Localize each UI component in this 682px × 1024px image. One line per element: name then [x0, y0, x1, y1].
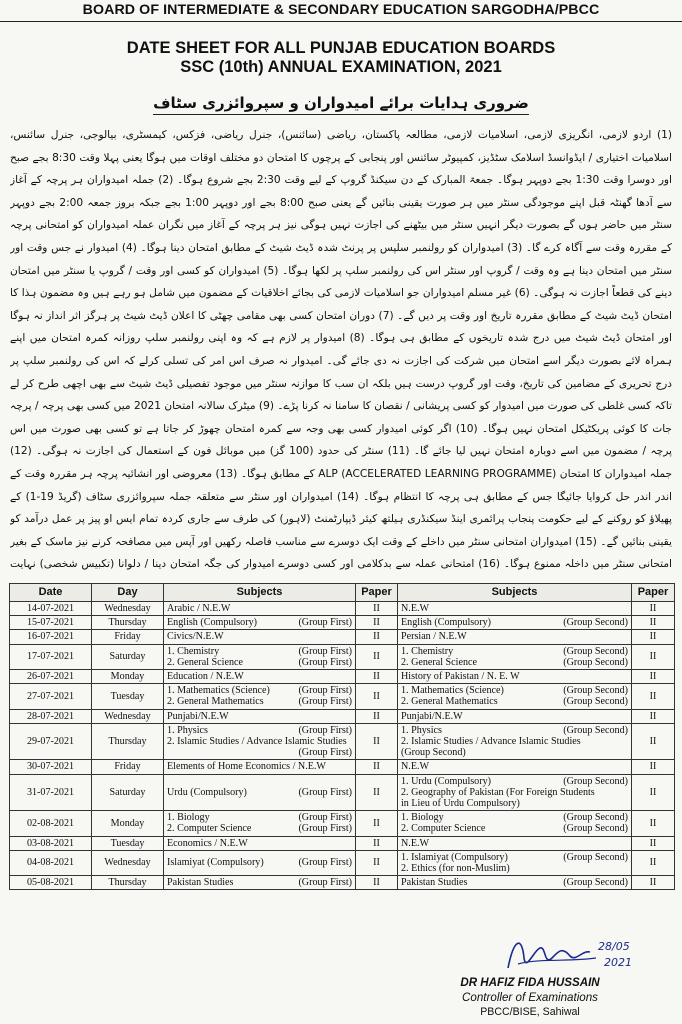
cell-date: 03-08-2021 — [10, 836, 92, 850]
cell-subjects-second — [398, 876, 632, 890]
subject-line — [167, 711, 352, 722]
subject-name: Economics / N.E.W — [167, 837, 248, 849]
subject-line — [167, 725, 352, 736]
cell-paper-first: II — [356, 670, 398, 684]
subject-name: N.E.W — [401, 837, 430, 849]
cell-day: Tuesday — [92, 684, 164, 709]
cell-paper-second: II — [632, 616, 675, 630]
subject-group: (Group First) — [298, 696, 352, 708]
subject-name: Pakistan Studies — [401, 877, 468, 889]
subject-group: (Group First) — [298, 857, 352, 869]
cell-paper-first: II — [356, 616, 398, 630]
cell-day: Thursday — [92, 616, 164, 630]
cell-paper-second: II — [632, 723, 675, 760]
subject-line — [167, 812, 352, 823]
subject-line — [167, 696, 352, 707]
cell-subjects-first — [164, 630, 356, 644]
subject-group: (Group Second) — [563, 724, 628, 736]
subject-line — [401, 787, 628, 798]
cell-paper-first: II — [356, 774, 398, 811]
subject-name: English (Compulsory) — [167, 617, 258, 629]
subject-name: (Group Second) — [401, 747, 466, 759]
cell-date: 15-07-2021 — [10, 616, 92, 630]
subject-name: Persian / N.E.W — [401, 631, 467, 643]
svg-text:2021: 2021 — [604, 956, 632, 969]
cell-subjects-second — [398, 670, 632, 684]
subject-group: (Group First) — [298, 812, 352, 824]
subject-group: (Group Second) — [563, 617, 628, 629]
cell-subjects-second — [398, 723, 632, 760]
subject-line — [401, 671, 628, 682]
cell-day: Friday — [92, 630, 164, 644]
table-row — [10, 709, 675, 723]
subject-line — [167, 761, 352, 772]
cell-date: 14-07-2021 — [10, 602, 92, 616]
cell-day: Friday — [92, 760, 164, 774]
subject-line — [401, 823, 628, 834]
subject-line — [401, 812, 628, 823]
subject-name: 2. General Science — [167, 656, 243, 668]
subject-group: (Group Second) — [563, 685, 628, 697]
subject-name: Civics/N.E.W — [167, 631, 224, 643]
subject-line — [167, 631, 352, 642]
cell-subjects-first — [164, 850, 356, 875]
cell-day: Saturday — [92, 774, 164, 811]
cell-date: 17-07-2021 — [10, 644, 92, 669]
cell-paper-second: II — [632, 760, 675, 774]
subject-group: (Group First) — [298, 656, 352, 668]
subject-line — [167, 787, 352, 798]
subject-group: (Group Second) — [563, 812, 628, 824]
signatory-name: DR HAFIZ FIDA HUSSAIN — [460, 976, 600, 989]
subject-name: Education / N.E.W — [167, 671, 244, 683]
cell-subjects-second — [398, 709, 632, 723]
cell-paper-first: II — [356, 760, 398, 774]
table-row — [10, 602, 675, 616]
cell-paper-second: II — [632, 774, 675, 811]
subject-name: 2. Computer Science — [167, 823, 252, 835]
cell-subjects-second — [398, 684, 632, 709]
cell-subjects-second — [398, 811, 632, 836]
subject-line — [167, 823, 352, 834]
cell-subjects-second — [398, 774, 632, 811]
cell-day: Monday — [92, 811, 164, 836]
subject-line — [167, 736, 352, 747]
subject-group: (Group First) — [298, 786, 352, 798]
cell-subjects-first — [164, 876, 356, 890]
cell-day: Wednesday — [92, 709, 164, 723]
subject-line — [401, 603, 628, 614]
table-row — [10, 630, 675, 644]
cell-paper-second: II — [632, 602, 675, 616]
cell-subjects-first — [164, 670, 356, 684]
subject-line — [167, 617, 352, 628]
cell-date: 16-07-2021 — [10, 630, 92, 644]
subject-name: 2. General Science — [401, 656, 477, 668]
subject-name: 1. Biology — [401, 812, 444, 824]
subject-line — [167, 877, 352, 888]
subject-line — [401, 631, 628, 642]
cell-subjects-first — [164, 760, 356, 774]
date-sheet-title — [0, 39, 682, 77]
cell-day: Tuesday — [92, 836, 164, 850]
subject-line — [167, 657, 352, 668]
subject-name: 2. Islamic Studies / Advance Islamic Studies — [167, 736, 347, 748]
cell-subjects-second — [398, 616, 632, 630]
cell-paper-first: II — [356, 602, 398, 616]
subject-name: 2. Computer Science — [401, 823, 486, 835]
cell-date: 29-07-2021 — [10, 723, 92, 760]
table-header-row — [10, 584, 675, 602]
cell-subjects-first — [164, 774, 356, 811]
table-row — [10, 876, 675, 890]
subject-name: 1. Physics — [401, 724, 442, 736]
cell-subjects-first — [164, 602, 356, 616]
cell-day: Wednesday — [92, 850, 164, 875]
table-row — [10, 644, 675, 669]
urdu-instructions: (1) اردو لازمی، انگریزی لازمی، اسلامیات لازمی، مطالعہ پاکستان، ریاضی (سائنس)، جنرل ریاضی، فزکس، کیمسٹری، بیالوجی، جنرل سائنس، اسلامیات اختیاری / ایڈوانسڈ اسلامک سٹڈیز، کمپیوٹر سائنس اور پنجابی کے پرچوں کا امتحان دو مختلف اوقات میں ہوگا یعنی پہلا وقت 8:30 بجے صبح اور دوسرا وقت 1:30 بجے دوپہر ہوگا۔ جمعۃ المبارک کے دن سیکنڈ گروپ کے لیے وقت 2:30 بجے شروع ہوگا۔ (2) جملہ امیدواران ہر پرچہ کے آغاز سے آدھا گھنٹہ قبل اپنے موجودگی سنٹر میں ہر صورت یقینی بنائیں گے یعنی صبح 8:00 بجے اور دوپہر 1:00 بجے جبکہ بروز جمعہ 2:00 بجے دوپہر سنٹر میں حاضر ہوں گے بصورت دیگر انہیں سنٹر میں بیٹھنے کی اجازت نہیں ہوگی نیز ہر پرچہ کے آغاز میں نگران عملہ امیدواران کو امتحانی پرچہ کے مقررہ وقت سے آگاہ کرے گا۔ (3) امیدواران کو رولنمبر سلپس پر پرنٹ شدہ ڈیٹ شیٹ کے مطابق امتحان دینا ہوگا۔ (4) امیدوار نے جس وقت اور سنٹر میں امتحان دینا ہے وہ وقت / گروپ اور سنٹر اس کی رولنمبر سلپ پر لکھا ہوگا۔ (5) امیدواران کو کسی اور وقت / گروپ یا سنٹر میں امتحان دینے کی قطعاً اجازت نہ ہوگی۔ (6) غیر مسلم امیدواران جو اسلامیات لازمی کی بجائے اخلاقیات کے مضمون میں شامل ہو رہے ہیں وہ مضمون ہذا کا امتحان ڈیٹ شیٹ کے مطابق مقررہ تاریخ اور وقت پر دیں گے۔ (7) دوران امتحان کسی بھی مقامی چھٹی کا اعلان ڈیٹ شیٹ پر ہرگز اثر انداز نہ ہوگا اور امتحان ڈیٹ شیٹ میں درج شدہ تاریخوں کے مطابق ہی ہوگا۔ (8) امیدوار پر لازم ہے کہ وہ اپنی رولنمبر سلپ روزانہ کمرہ امتحان میں اپنے ہمراہ لائے بصورت دیگر اسے امتحان میں شرکت کی اجازت نہ دی جائے گی۔ امیدوار نہ صرف اس امر کی تسلی کرلے کہ اس کی رولنمبر سلپ پر درج تحریری کے مضامین کی تاریخ، وقت اور گروپ درست ہیں بلکہ ان سب کا موازنہ سنٹر میں موجود تفصیلی ڈیٹ شیٹ سے بھی اچھی طرح کر لے تاکہ کسی غلطی کی صورت میں امیدوار کو کسی پریشانی / نقصان کا سامنا نہ کرنا پڑے۔ (9) میٹرک سالانہ امتحان 2021 میں کسی بھی پرچہ / پرچہ جات کا کوئی پریکٹیکل امتحان نہیں ہوگا۔ (10) اگر کوئی امیدوار کسی بھی وجہ سے کمرہ امتحان چھوڑ کر جاتا ہے تو کسی بھی صورت میں اس پرچہ / مضمون میں اسے دوبارہ امتحان نہیں لیا جائے گا۔ (11) سنٹر کی حدود (100 گز) میں موبائل فون کے استعمال کی اجازت نہ ہوگی۔ (12) جملہ امیدواران کا امتحان ALP (ACCELERATED LEARNING PROGRAMME) کے مطابق ہوگا۔ (13) معروضی اور انشائیہ پرچہ ہر مقررہ وقت کے اندر اندر حل کروایا جائیگا جس کے مطابق ہی پرچہ کا انتظام ہوگا۔ (14) امیدواران اور سنٹر سے متعلقہ جملہ سپروائزری سٹاف (گریڈ 19-1) کے پھیلاؤ کو روکنے کے لیے حکومت پنجاب پرائمری اینڈ سیکنڈری ہیلتھ کیئر ڈیپارٹمنٹ (لاہور) کی طرف سے جاری کردہ تمام ایس او پیز پر عمل درآمد کو یقینی بنائیں گے۔ (15) امیدواران امتحانی سنٹر میں داخلے کے وقت ایک دوسرے سے مناسب فاصلہ رکھیں اور آپس میں مصافحہ کرنے نیز ماسک کے بغیر امتحانی سنٹر میں داخلہ ممنوع ہوگا۔ (16) امتحانی عملہ سے بدکلامی اور کسی دوسرے امیدوار کی جگہ امتحان دینا / دلوانا (تکبیس شخصی) نہایت — [10, 129, 672, 571]
subject-line — [401, 838, 628, 849]
table-row — [10, 723, 675, 760]
cell-subjects-second — [398, 850, 632, 875]
subject-line — [401, 761, 628, 772]
subject-name: 2. General Mathematics — [167, 696, 264, 708]
subject-line — [401, 646, 628, 657]
cell-paper-second: II — [632, 670, 675, 684]
cell-paper-second: II — [632, 644, 675, 669]
cell-subjects-first — [164, 644, 356, 669]
subject-group: (Group Second) — [563, 877, 628, 889]
subject-name: in Lieu of Urdu Compulsory) — [401, 798, 520, 810]
cell-date: 05-08-2021 — [10, 876, 92, 890]
cell-subjects-second — [398, 630, 632, 644]
subject-name: 2. Islamic Studies / Advance Islamic Studies — [401, 736, 581, 748]
subject-group: (Group Second) — [563, 823, 628, 835]
subject-group: (Group Second) — [563, 775, 628, 787]
cell-day: Thursday — [92, 876, 164, 890]
cell-paper-first: II — [356, 876, 398, 890]
cell-subjects-second — [398, 836, 632, 850]
cell-subjects-first — [164, 723, 356, 760]
subject-group: (Group First) — [298, 724, 352, 736]
cell-paper-first: II — [356, 684, 398, 709]
subject-line — [167, 685, 352, 696]
urdu-instructions-heading — [0, 94, 682, 112]
handwritten-signature — [500, 928, 640, 976]
subject-line — [167, 747, 352, 758]
subject-name: 2. General Mathematics — [401, 696, 498, 708]
cell-paper-second: II — [632, 684, 675, 709]
cell-date: 31-07-2021 — [10, 774, 92, 811]
subject-group: (Group Second) — [563, 851, 628, 863]
header-paper-second: Paper — [632, 584, 675, 602]
board-title: BOARD OF INTERMEDIATE & SECONDARY EDUCATION SARGODHA/PBCC — [0, 2, 682, 22]
subject-line — [167, 646, 352, 657]
subject-name: 1. Mathematics (Science) — [401, 685, 504, 697]
cell-date: 28-07-2021 — [10, 709, 92, 723]
cell-paper-first: II — [356, 709, 398, 723]
date-sheet-table — [9, 583, 675, 890]
subject-name: 1. Urdu (Compulsory) — [401, 775, 491, 787]
subject-group: (Group First) — [298, 823, 352, 835]
subject-name: N.E.W — [401, 603, 430, 614]
subject-name: Islamiyat (Compulsory) — [167, 857, 264, 869]
subject-line — [167, 671, 352, 682]
subject-line — [401, 852, 628, 863]
cell-paper-second: II — [632, 850, 675, 875]
subject-name: Punjabi/N.E.W — [401, 710, 463, 722]
subject-line — [401, 711, 628, 722]
subject-name: N.E.W — [401, 761, 430, 773]
cell-date: 27-07-2021 — [10, 684, 92, 709]
subject-name: 1. Chemistry — [167, 645, 220, 657]
subject-group: (Group First) — [298, 877, 352, 889]
subject-line — [167, 857, 352, 868]
cell-paper-second: II — [632, 836, 675, 850]
subject-name: Punjabi/N.E.W — [167, 710, 229, 722]
header-subjects-first: Subjects — [164, 584, 356, 602]
cell-date: 02-08-2021 — [10, 811, 92, 836]
subject-name: 1. Islamiyat (Compulsory) — [401, 851, 508, 863]
cell-subjects-second — [398, 602, 632, 616]
subject-line — [401, 725, 628, 736]
cell-day: Saturday — [92, 644, 164, 669]
cell-paper-first: II — [356, 630, 398, 644]
subject-group: (Group Second) — [563, 656, 628, 668]
cell-subjects-first — [164, 811, 356, 836]
cell-day: Monday — [92, 670, 164, 684]
cell-paper-first: II — [356, 836, 398, 850]
table-row — [10, 616, 675, 630]
cell-paper-second: II — [632, 630, 675, 644]
subject-name: Elements of Home Economics / N.E.W — [167, 761, 326, 773]
subject-group: (Group First) — [298, 617, 352, 629]
cell-subjects-first — [164, 709, 356, 723]
cell-paper-first: II — [356, 811, 398, 836]
subject-group: (Group Second) — [563, 696, 628, 708]
table-row — [10, 850, 675, 875]
subject-name: Urdu (Compulsory) — [167, 786, 247, 798]
subject-name: Pakistan Studies — [167, 877, 234, 889]
subject-line — [401, 696, 628, 707]
signatory-title: Controller of Examinations — [462, 991, 598, 1004]
svg-text:28/05: 28/05 — [598, 940, 630, 953]
title-line-1: DATE SHEET FOR ALL PUNJAB EDUCATION BOARDS — [126, 39, 556, 57]
table-row — [10, 684, 675, 709]
cell-paper-second: II — [632, 876, 675, 890]
table-row — [10, 836, 675, 850]
cell-paper-first: II — [356, 850, 398, 875]
subject-line — [401, 685, 628, 696]
subject-name: 2. Geography of Pakistan (For Foreign Students — [401, 786, 595, 798]
subject-line — [401, 877, 628, 888]
cell-paper-first: II — [356, 723, 398, 760]
cell-subjects-first — [164, 836, 356, 850]
table-row — [10, 760, 675, 774]
header-subjects-second: Subjects — [398, 584, 632, 602]
subject-name: 1. Mathematics (Science) — [167, 685, 270, 697]
subject-name: 1. Physics — [167, 724, 208, 736]
cell-date: 30-07-2021 — [10, 760, 92, 774]
header-date: Date — [10, 584, 92, 602]
cell-date: 04-08-2021 — [10, 850, 92, 875]
signatory-office: PBCC/BISE, Sahiwal — [480, 1006, 580, 1018]
cell-subjects-second — [398, 644, 632, 669]
subject-line — [401, 657, 628, 668]
table-body — [10, 602, 675, 890]
subject-line — [401, 776, 628, 787]
subject-group: (Group First) — [298, 645, 352, 657]
header-paper-first: Paper — [356, 584, 398, 602]
cell-paper-first: II — [356, 644, 398, 669]
subject-line — [401, 798, 628, 809]
subject-line — [167, 838, 352, 849]
cell-subjects-second — [398, 760, 632, 774]
subject-name: English (Compulsory) — [401, 617, 492, 629]
subject-name: Arabic / N.E.W — [167, 603, 231, 614]
subject-line — [401, 747, 628, 758]
subject-group: (Group Second) — [563, 645, 628, 657]
subject-line — [167, 603, 352, 614]
subject-group: (Group First) — [298, 685, 352, 697]
subject-line — [401, 736, 628, 747]
table-row — [10, 774, 675, 811]
subject-group: (Group First) — [298, 747, 352, 759]
subject-name: 1. Chemistry — [401, 645, 454, 657]
urdu-heading-text: ضروری ہدایات برائے امیدواران و سپروائزری سٹاف — [153, 94, 529, 115]
cell-day: Wednesday — [92, 602, 164, 616]
subject-line — [401, 617, 628, 628]
subject-name: 2. Ethics (for non-Muslim) — [401, 863, 510, 875]
cell-date: 26-07-2021 — [10, 670, 92, 684]
table-row — [10, 670, 675, 684]
header-day: Day — [92, 584, 164, 602]
table-row — [10, 811, 675, 836]
subject-line — [401, 863, 628, 874]
cell-day: Thursday — [92, 723, 164, 760]
cell-subjects-first — [164, 616, 356, 630]
cell-paper-second: II — [632, 709, 675, 723]
title-line-2: SSC (10th) ANNUAL EXAMINATION, 2021 — [180, 58, 502, 76]
date-sheet-table-wrapper — [9, 583, 674, 890]
cell-paper-second: II — [632, 811, 675, 836]
subject-name: 1. Biology — [167, 812, 210, 824]
cell-subjects-first — [164, 684, 356, 709]
subject-name: History of Pakistan / N. E. W — [401, 671, 520, 683]
